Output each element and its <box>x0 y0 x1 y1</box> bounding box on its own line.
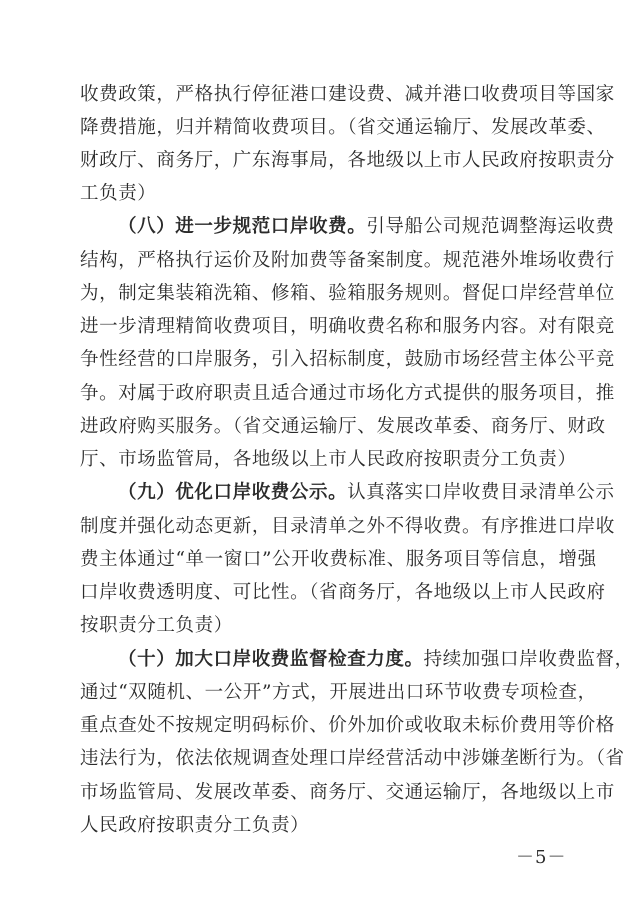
body-line: 费主体通过“单一窗口”公开收费标准、服务项目等信息，增强 <box>80 549 597 570</box>
section-8-heading: （八）进一步规范口岸收费。 <box>118 216 367 237</box>
body-line: 收费政策，严格执行停征港口建设费、减并港口收费项目等国家 <box>80 84 615 105</box>
body-line: 制度并强化动态更新，目录清单之外不得收费。有序推进口岸收 <box>80 516 615 537</box>
body-line: 结构，严格执行运价及附加费等备案制度。规范港外堆场收费行 <box>80 250 615 271</box>
body-line: 财政厅、商务厅，广东海事局，各地级以上市人民政府按职责分 <box>80 150 615 171</box>
body-line: 降费措施，归并精简收费项目。（省交通运输厅、发展改革委、 <box>80 117 606 138</box>
body-line: 按职责分工负责） <box>80 615 233 636</box>
section-9-first-line <box>118 476 615 510</box>
section-9-lead: 认真落实口岸收费目录清单公示 <box>347 482 615 503</box>
body-line: 重点查处不按规定明码标价、价外加价或收取未标价费用等价格 <box>80 715 615 736</box>
body-line: 争性经营的口岸服务，引入招标制度，鼓励市场经营主体公平竞 <box>80 349 615 370</box>
section-10-first-line <box>118 643 634 677</box>
body-line: 进政府购买服务。（省交通运输厅、发展改革委、商务厅、财政 <box>80 416 606 437</box>
body-line: 市场监管局、发展改革委、商务厅、交通运输厅，各地级以上市 <box>80 782 615 803</box>
section-10-heading: （十）加大口岸收费监督检查力度。 <box>118 649 424 670</box>
body-line: 争。对属于政府职责且适合通过市场化方式提供的服务项目，推 <box>80 383 615 404</box>
section-10-lead: 持续加强口岸收费监督， <box>423 649 634 670</box>
body-line: 厅、市场监管局，各地级以上市人民政府按职责分工负责） <box>80 449 577 470</box>
body-line: 为，制定集装箱洗箱、修箱、验箱服务规则。督促口岸经营单位 <box>80 283 615 304</box>
body-line: 违法行为，依法依规调查处理口岸经营活动中涉嫌垄断行为。（省 <box>80 748 625 769</box>
body-line: 口岸收费透明度、可比性。（省商务厅，各地级以上市人民政府 <box>80 582 606 603</box>
section-8-lead: 引导船公司规范调整海运收费 <box>366 216 615 237</box>
body-line: 进一步清理精简收费项目，明确收费名称和服务内容。对有限竞 <box>80 316 615 337</box>
body-line: 人民政府按职责分工负责） <box>80 815 310 836</box>
body-line: 工负责） <box>80 183 157 204</box>
page-number: －5－ <box>516 847 567 868</box>
section-9-heading: （九）优化口岸收费公示。 <box>118 482 348 503</box>
section-8-first-line <box>118 210 615 244</box>
body-line: 通过“双随机、一公开”方式，开展进出口环节收费专项检查， <box>80 682 597 703</box>
